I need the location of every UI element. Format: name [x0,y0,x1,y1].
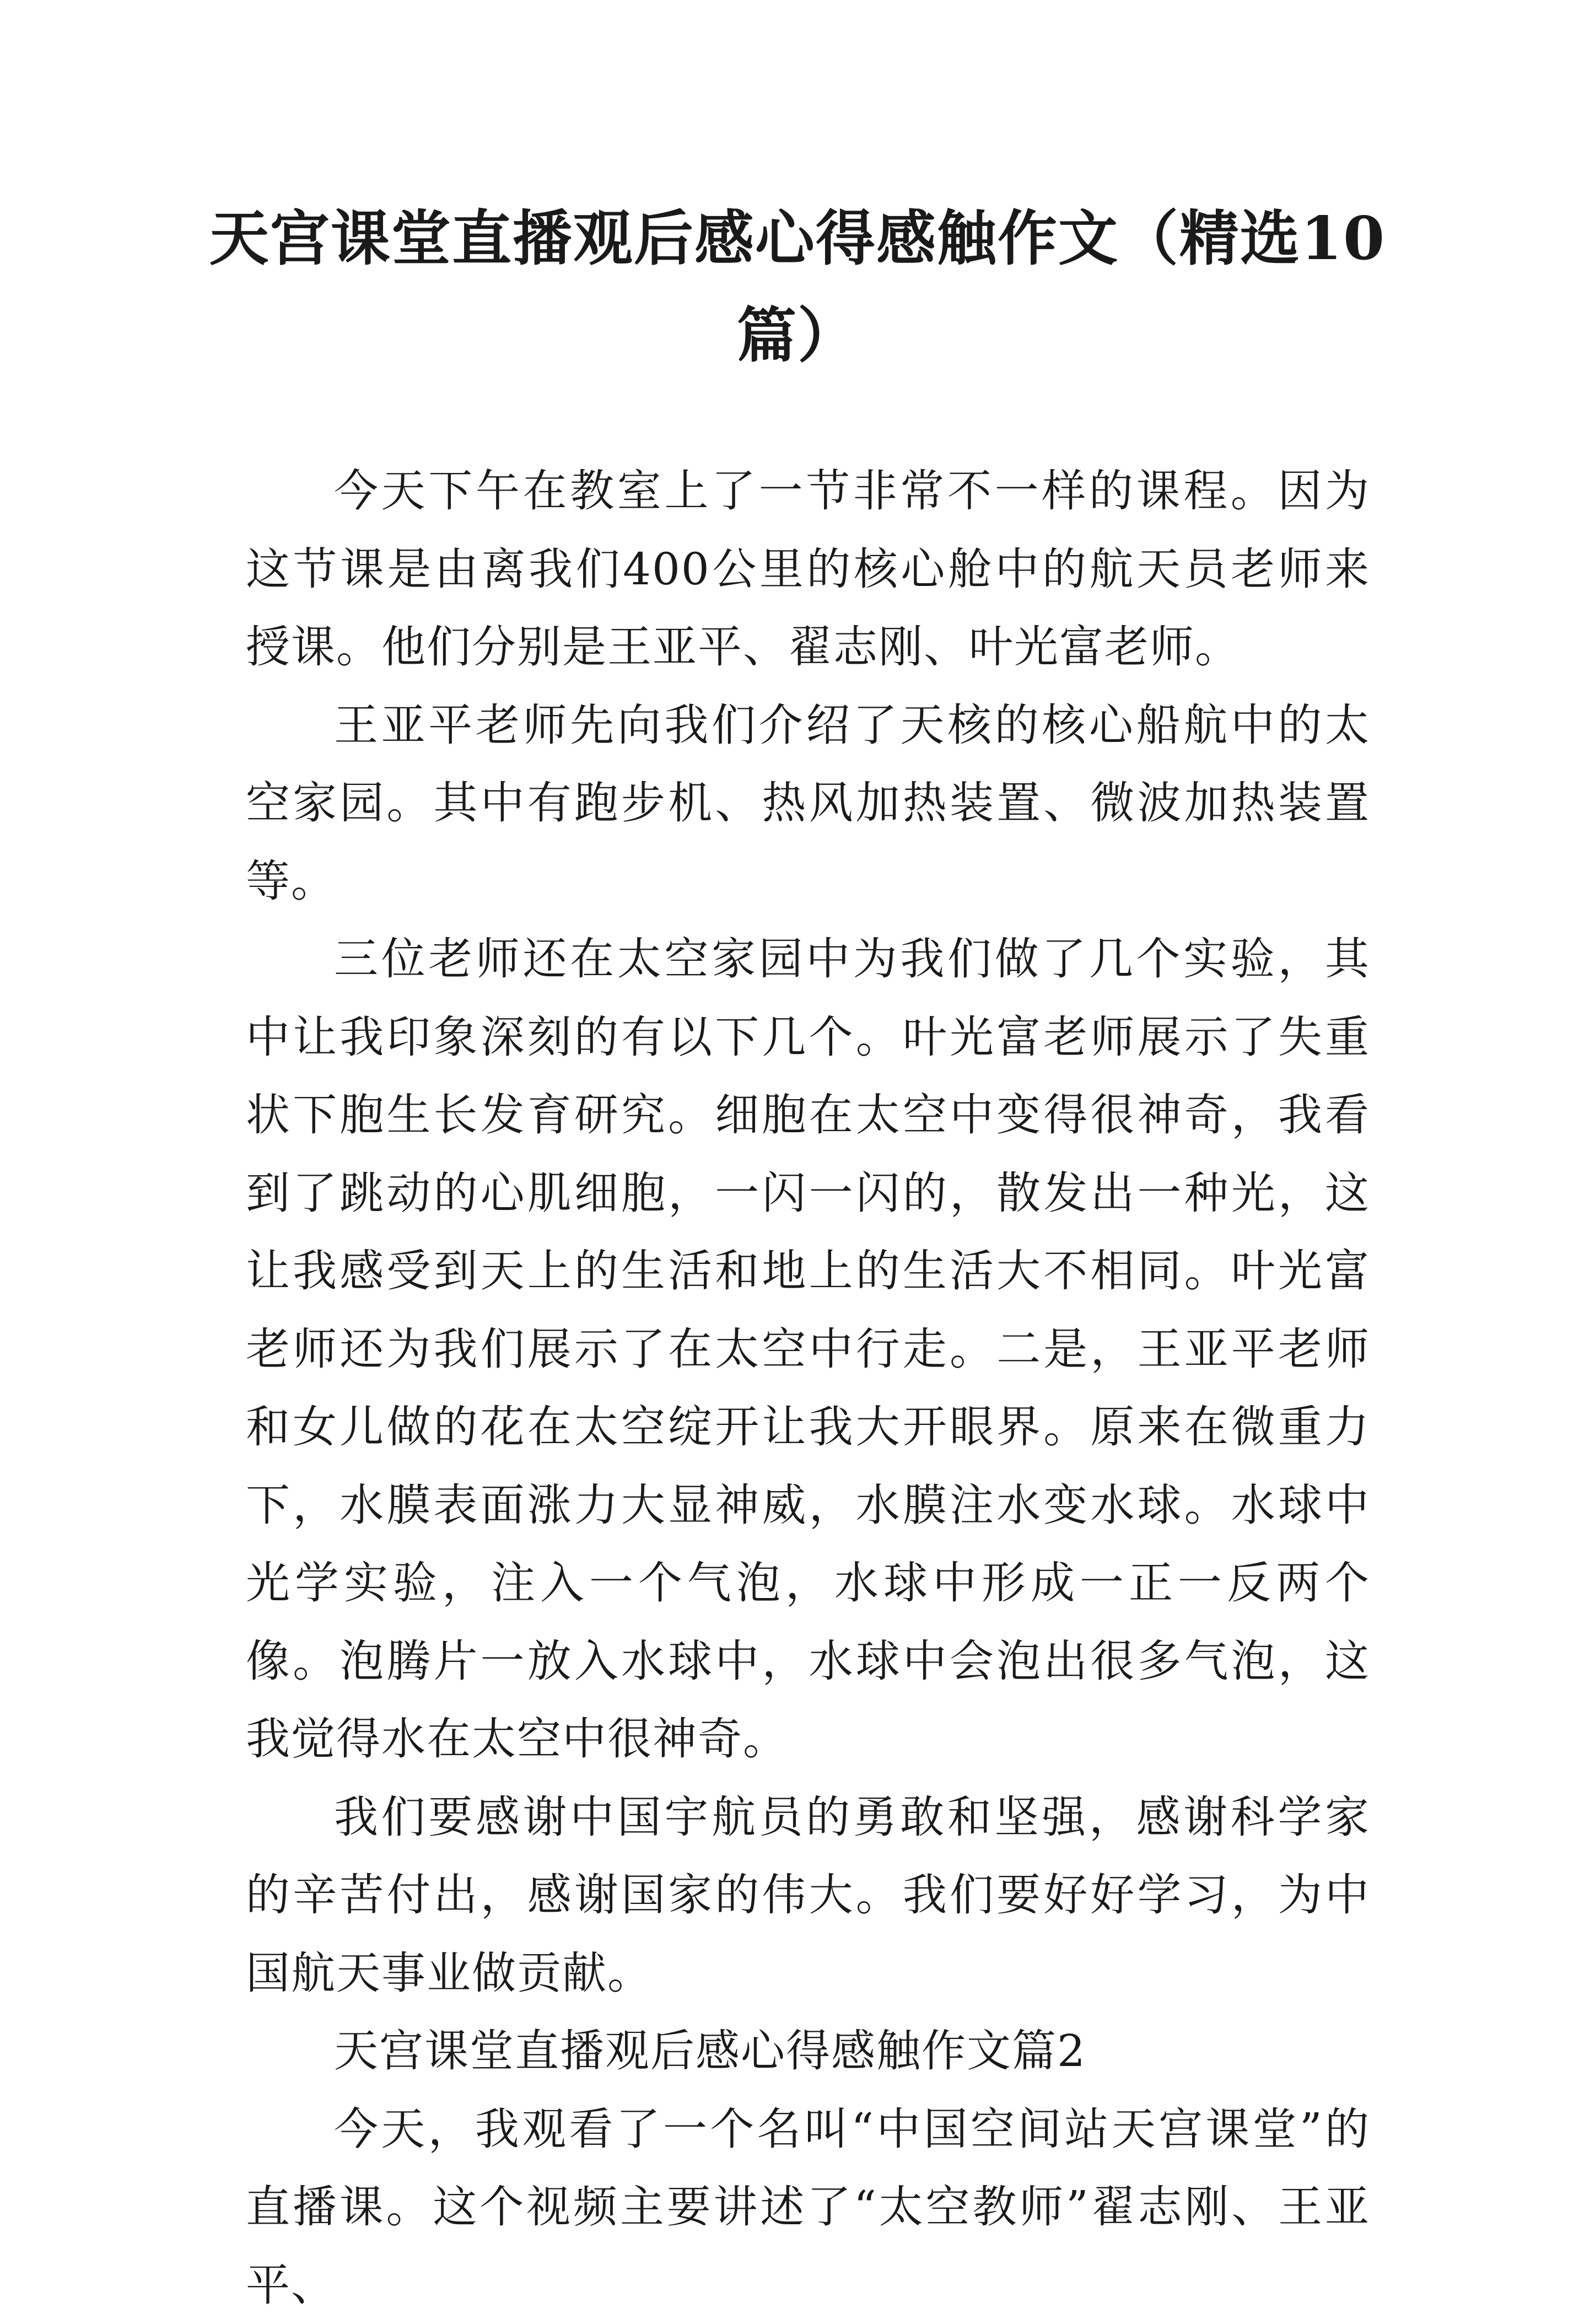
document-title: 天宫课堂直播观后感心得感触作文（精选10篇） [204,190,1391,384]
paragraph: 三位老师还在太空家园中为我们做了几个实验，其中让我印象深刻的有以下几个。叶光富老师展示了失重状下胞生长发育研究。细胞在太空中变得很神奇，我看到了跳动的心肌细胞，一闪一闪的，散发出一种光，这让我感受到天上的生活和地上的生活大不相同。叶光富老师还为我们展示了在太空中行走。二是，王亚平老师和女儿做的花在太空绽开让我大开眼界。原来在微重力下，水膜表面涨力大显神威，水膜注水变水球。水球中光学实验，注入一个气泡，水球中形成一正一反两个像。泡腾片一放入水球中，水球中会泡出很多气泡，这我觉得水在太空中很神奇。 [246,920,1370,1778]
paragraph: 王亚平老师先向我们介绍了天核的核心船航中的太空家园。其中有跑步机、热风加热装置、微波加热装置等。 [246,686,1370,921]
section-heading: 天宫课堂直播观后感心得感触作文篇2 [246,2012,1370,2090]
paragraph: 我们要感谢中国宇航员的勇敢和坚强，感谢科学家的辛苦付出，感谢国家的伟大。我们要好好学习，为中国航天事业做贡献。 [246,1778,1370,2013]
document-body [246,452,1370,2324]
paragraph: 今天下午在教室上了一节非常不一样的课程。因为这节课是由离我们400公里的核心舱中的航天员老师来授课。他们分别是王亚平、翟志刚、叶光富老师。 [246,452,1370,686]
paragraph: 今天，我观看了一个名叫“中国空间站天宫课堂”的直播课。这个视频主要讲述了“太空教师”翟志刚、王亚平、 [246,2090,1370,2324]
